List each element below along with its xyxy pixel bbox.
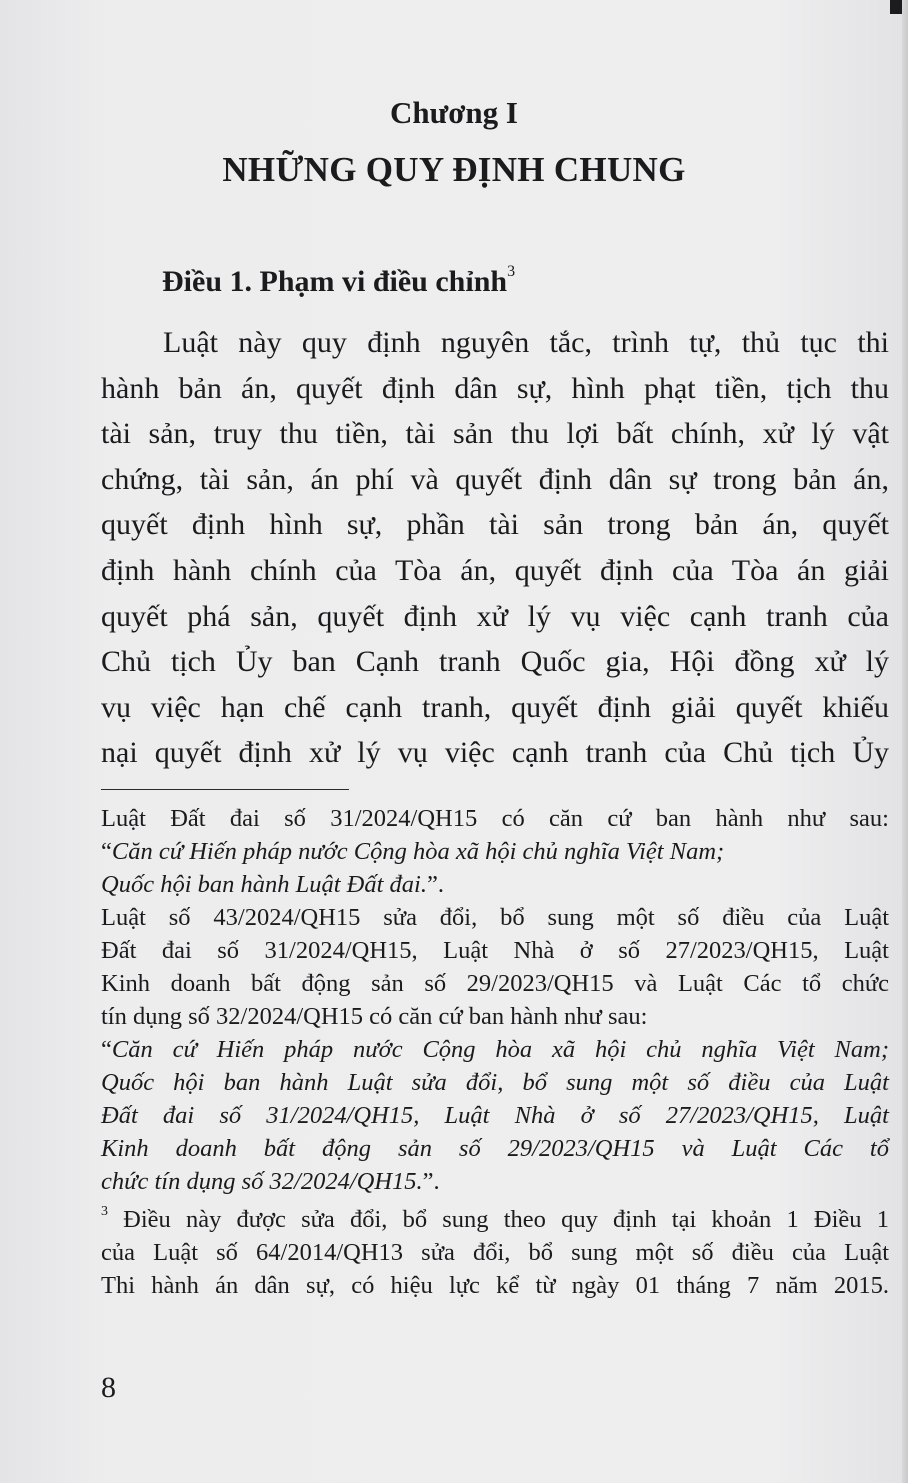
footnote-line: [101, 1033, 889, 1066]
footnote-line: [101, 1198, 889, 1236]
footnote-text: Điều này được sửa đổi, bổ sung theo quy định tại khoản 1 Điều 1: [108, 1206, 889, 1234]
open-quote: “: [101, 838, 112, 865]
body-line: quyết định hình sự, phần tài sản trong bản án, quyết: [101, 508, 889, 542]
footnote-line: Luật số 43/2024/QH15 sửa đổi, bổ sung một số điều của Luật: [101, 904, 889, 931]
body-line: quyết phá sản, quyết định xử lý vụ việc cạnh tranh của: [101, 599, 889, 633]
quote-text: Quốc hội ban hành Luật Đất đai.: [101, 871, 427, 898]
footnote-line: Đất đai số 31/2024/QH15, Luật Nhà ở số 27/2023/QH15, Luật: [101, 937, 889, 964]
footnotes: [101, 802, 889, 1302]
body-line: Chủ tịch Ủy ban Cạnh tranh Quốc gia, Hội đồng xử lý: [101, 645, 889, 679]
footnote-line: của Luật số 64/2014/QH13 sửa đổi, bổ sung một số điều của Luật: [101, 1239, 889, 1267]
body-line: tài sản, truy thu tiền, tài sản thu lợi bất chính, xử lý vật: [101, 417, 889, 451]
body-line: nại quyết định xử lý vụ việc cạnh tranh của Chủ tịch Ủy: [101, 736, 889, 770]
footnote-ref: 3: [507, 263, 516, 280]
close-quote: ”.: [427, 871, 444, 898]
body-line: định hành chính của Tòa án, quyết định của Tòa án giải: [101, 553, 889, 587]
quote-text: Căn cứ Hiến pháp nước Cộng hòa xã hội chủ nghĩa Việt Nam;: [111, 838, 725, 865]
body-line: Luật này quy định nguyên tắc, trình tự, thủ tục thi: [163, 326, 889, 359]
article-heading: [162, 265, 515, 299]
footnote-line: [101, 835, 889, 868]
body-line: chứng, tài sản, án phí và quyết định dân sự trong bản án,: [101, 462, 889, 496]
footnote-line: tín dụng số 32/2024/QH15 có căn cứ ban hành như sau:: [101, 1003, 648, 1030]
footnote-line: Thi hành án dân sự, có hiệu lực kể từ ngày 01 tháng 7 năm 2015.: [101, 1272, 889, 1300]
close-quote: ”.: [422, 1168, 440, 1195]
footnote-line: Đất đai số 31/2024/QH15, Luật Nhà ở số 27/2023/QH15, Luật: [101, 1102, 889, 1129]
footnote-line: Kinh doanh bất động sản số 29/2023/QH15 và Luật Các tổ chức: [101, 970, 889, 997]
chapter-title: NHỮNG QUY ĐỊNH CHUNG: [222, 150, 686, 189]
footnote-line: Kinh doanh bất động sản số 29/2023/QH15 và Luật Các tổ: [101, 1135, 889, 1162]
quote-text: Căn cứ Hiến pháp nước Cộng hòa xã hội chủ nghĩa Việt Nam;: [111, 1036, 889, 1063]
page-edge: [902, 0, 908, 1483]
page-number: 8: [101, 1371, 116, 1404]
footnote-line: Quốc hội ban hành Luật sửa đổi, bổ sung một số điều của Luật: [101, 1069, 889, 1096]
corner-mark: [890, 0, 902, 14]
body-line: vụ việc hạn chế cạnh tranh, quyết định giải quyết khiếu: [101, 690, 889, 724]
article-body: [101, 320, 889, 776]
body-line: hành bản án, quyết định dân sự, hình phạt tiền, tịch thu: [101, 371, 889, 405]
footnote-mark: 3: [101, 1204, 108, 1219]
chapter-number: Chương I: [390, 95, 518, 130]
footnote-line: [101, 1165, 889, 1198]
footnote-line: [101, 868, 889, 901]
footnote-divider: [101, 789, 349, 790]
open-quote: “: [101, 1036, 112, 1063]
footnote-line: Luật Đất đai số 31/2024/QH15 có căn cứ ban hành như sau:: [101, 805, 889, 832]
article-heading-text: Điều 1. Phạm vi điều chỉnh: [162, 265, 508, 298]
quote-text: chức tín dụng số 32/2024/QH15.: [101, 1168, 423, 1195]
